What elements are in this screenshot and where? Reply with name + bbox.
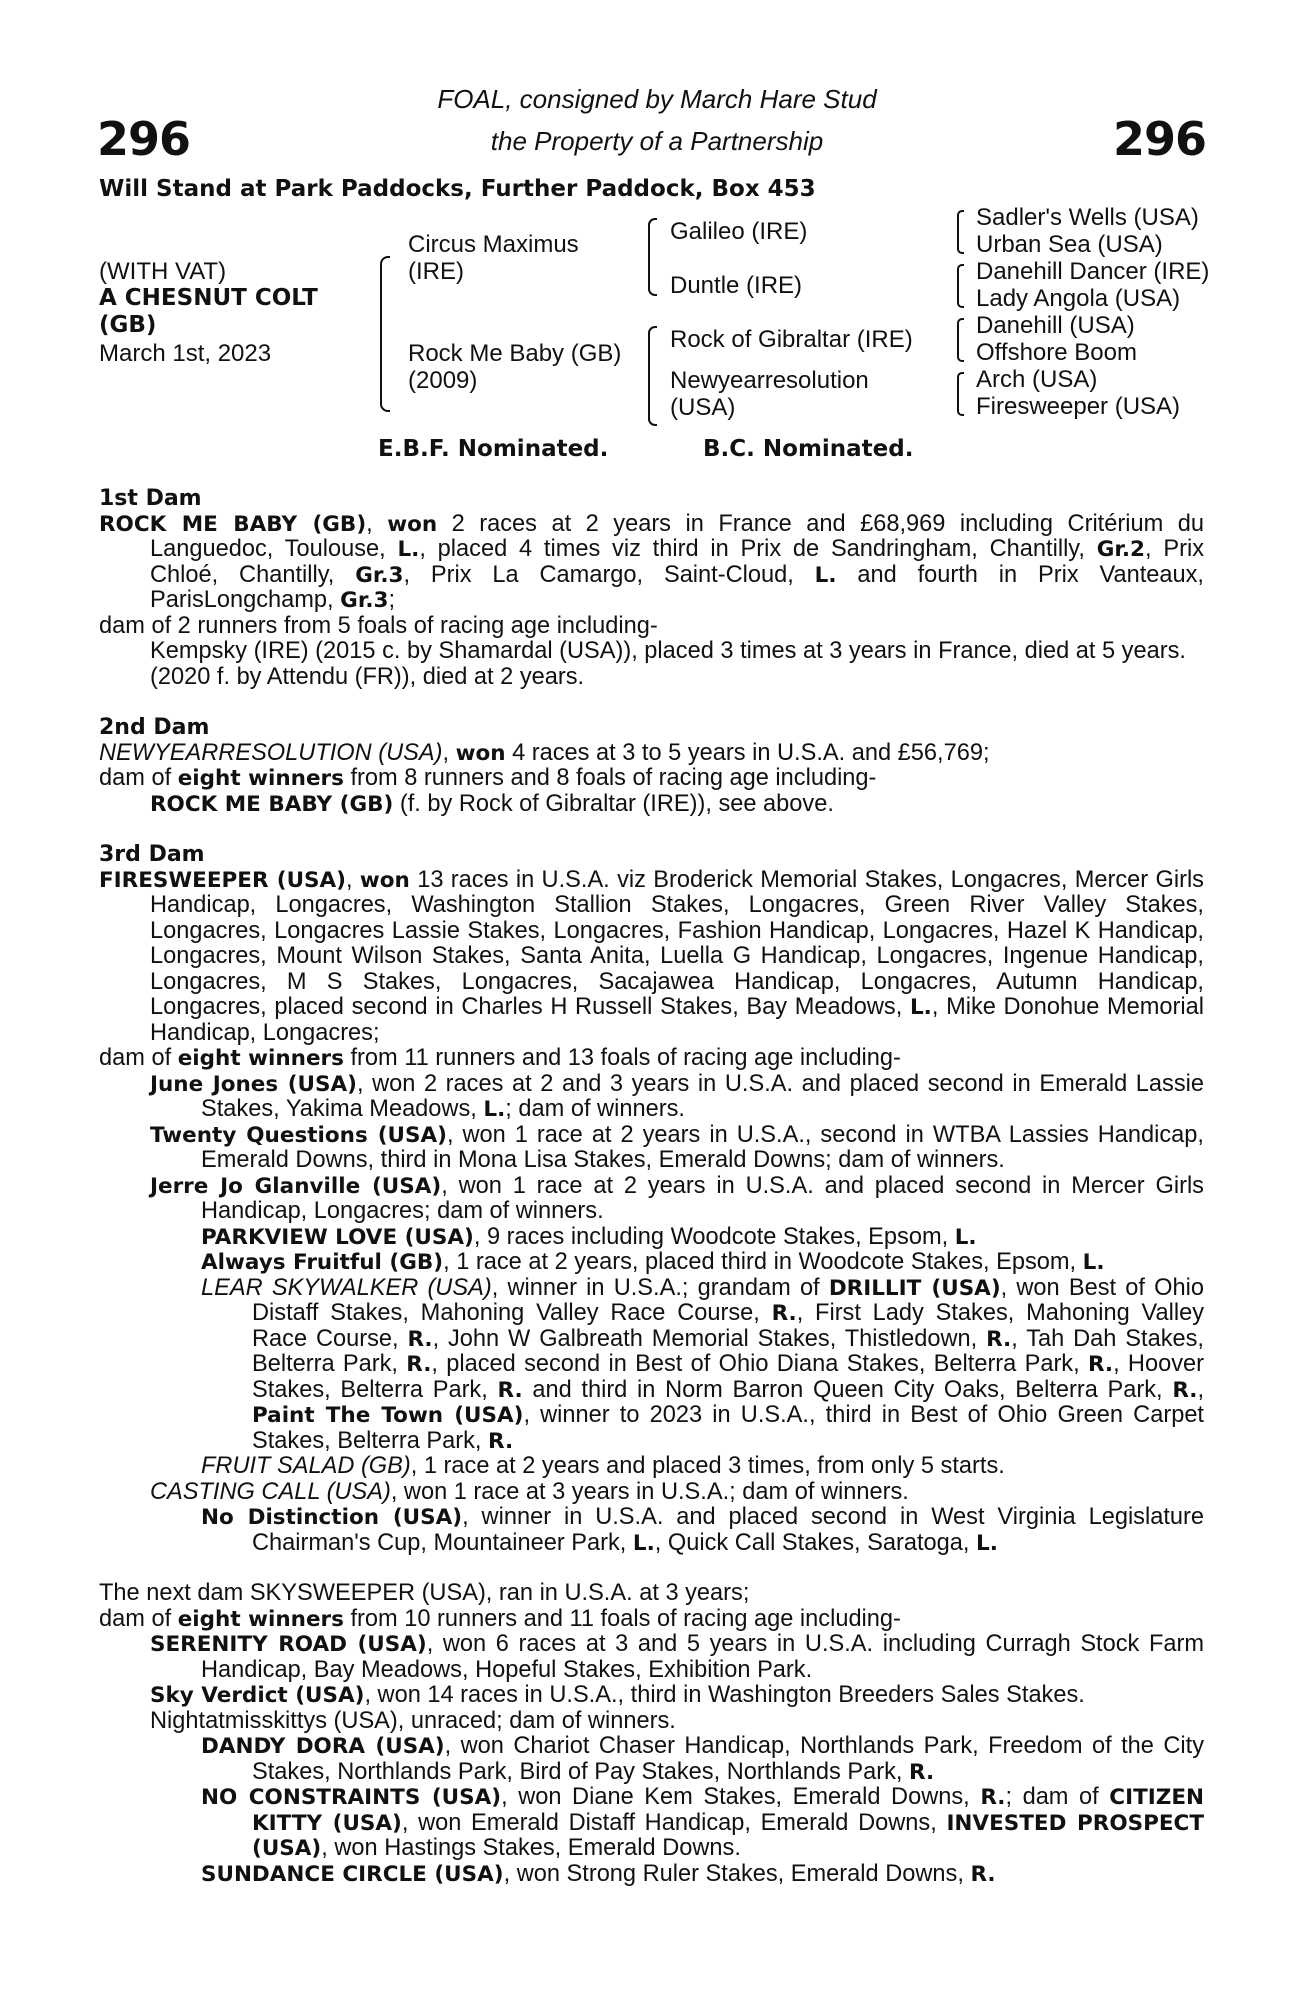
consignor-line: FOAL, consigned by March Hare Stud <box>437 84 877 114</box>
text-run: (f. by Rock of Gibraltar (IRE)), see above. <box>393 790 834 817</box>
text-run: dam of <box>99 765 178 791</box>
g3-ancestor: Arch (USA) <box>976 366 1098 393</box>
produce-entry <box>99 1785 1204 1862</box>
text-run: dam of <box>99 1605 178 1632</box>
section-heading-3rd-dam: 3rd Dam <box>99 842 205 867</box>
italic-run: FRUIT SALAD (GB) <box>201 1453 411 1479</box>
section-heading-1st-dam: 1st Dam <box>99 486 202 511</box>
bold-run: R. <box>488 1428 514 1454</box>
bold-run: R. <box>497 1377 523 1403</box>
bold-run: Jerre Jo Glanville (USA) <box>150 1173 442 1199</box>
dam-name: Rock Me Baby (GB) <box>408 340 622 367</box>
text-run: from 11 runners and 13 foals of racing age including- <box>343 1045 901 1071</box>
pedigree-brace-dam <box>648 326 657 426</box>
text-run: 13 races in U.S.A. viz Broderick Memorial Stakes, Longacres, Mercer Girls Handicap, Longacres, Washington Stallion Stakes, Longacres, Green River Valley Stakes, Longacres, Longacres Lassie Stakes, Longacres, Fashion Handicap, Longacres, Hazel K Handicap, Longacres, Mount Wilson Stakes, Santa Anita, Luella G Handicap, Longacres, Ingenue Handicap, Longacres, M S Stakes, Longacres, Sacajawea Handicap, Longacres, Autumn Handicap, Longacres, placed second in Charles H Russell Stakes, Bay Meadows, <box>150 866 1204 1020</box>
bold-run: Paint The Town (USA) <box>252 1403 524 1428</box>
text-run: 2 races at 2 years in France and £68,969 including Critérium du Languedoc, Toulouse, <box>150 510 1204 562</box>
text-run: from 10 runners and 11 foals of racing age including- <box>343 1605 901 1632</box>
bold-run: ROCK ME BABY (GB) <box>150 791 394 817</box>
bold-run: R. <box>970 1861 996 1887</box>
text-run: , winner to 2023 in U.S.A., third in Best of Ohio Green Carpet Stakes, Belterra Park, <box>252 1402 1204 1454</box>
third-dam-record <box>99 868 1204 1047</box>
bold-run: eight winners <box>177 766 344 791</box>
bold-run: CITIZEN KITTY (USA) <box>252 1785 1205 1836</box>
text-run: , placed 4 times viz third in Prix de Sandringham, Chantilly, <box>419 536 1097 562</box>
text-run: , <box>442 739 456 766</box>
sire-country: (IRE) <box>408 258 464 285</box>
second-dam-produce-summary <box>99 766 1204 792</box>
text-run: from 8 runners and 8 foals of racing age including- <box>343 765 877 791</box>
text-run: , won Strong Ruler Stakes, Emerald Downs, <box>503 1860 971 1887</box>
text-run: and third in Norm Barron Queen City Oaks, Belterra Park, <box>522 1376 1173 1403</box>
text-run: and fourth in Prix Vanteaux, ParisLongchamp, <box>150 561 1204 613</box>
text-run: , Hoover Stakes, Belterra Park, <box>252 1351 1204 1403</box>
bold-run: PARKVIEW LOVE (USA) <box>201 1224 474 1250</box>
bold-run: SUNDANCE CIRCLE (USA) <box>201 1861 504 1887</box>
text-run: , First Lady Stakes, Mahoning Valley Race Course, <box>252 1300 1204 1352</box>
text-run: , 1 race at 2 years and placed 3 times, from only 5 starts. <box>410 1453 1005 1479</box>
produce-entry <box>99 1225 1204 1251</box>
text-run: , winner in U.S.A. and placed second in West Virginia Legislature Chairman's Cup, Mountaineer Park, <box>252 1504 1204 1556</box>
foaling-date: March 1st, 2023 <box>99 340 272 367</box>
bold-run: June Jones (USA) <box>150 1071 357 1097</box>
text-run: , Mike Donohue Memorial Handicap, Longacres; <box>150 994 1204 1046</box>
text-run: , <box>346 866 360 893</box>
bold-run: eight winners <box>177 1606 344 1632</box>
produce-entry <box>99 1174 1204 1225</box>
text-run: , won Hastings Stakes, Emerald Downs. <box>321 1835 741 1861</box>
produce-entry <box>99 792 1204 818</box>
text-run: , won Diane Kem Stakes, Emerald Downs, <box>501 1784 981 1810</box>
bold-run: eight winners <box>177 1046 344 1071</box>
produce-entry <box>99 665 1204 691</box>
text-run: 4 races at 3 to 5 years in U.S.A. and £56,769; <box>505 739 990 766</box>
bc-nomination: B.C. Nominated. <box>703 436 914 462</box>
first-dam-produce-summary <box>99 614 1204 640</box>
text-run: , won 14 races in U.S.A., third in Washington Breeders Sales Stakes. <box>364 1682 1085 1708</box>
produce-entry <box>99 1250 1204 1276</box>
italic-run: LEAR SKYWALKER (USA) <box>201 1274 492 1301</box>
pedigree-brace-g3-2 <box>957 264 964 308</box>
dam-year: (2009) <box>408 367 478 394</box>
catalogue-body <box>99 486 1204 1887</box>
sire-dam: Duntle (IRE) <box>670 272 803 299</box>
next-dam-record <box>99 1581 1204 1607</box>
produce-entry <box>99 1505 1204 1556</box>
produce-entry <box>99 1734 1204 1785</box>
second-dam-record <box>99 741 1204 767</box>
produce-entry <box>99 1683 1204 1709</box>
text-run: , John W Galbreath Memorial Stakes, Thistledown, <box>432 1325 987 1352</box>
horse-name: A CHESNUT COLT <box>99 285 318 311</box>
bold-run: L. <box>1082 1250 1105 1275</box>
bold-run: Twenty Questions (USA) <box>150 1122 447 1148</box>
g3-ancestor: Danehill Dancer (IRE) <box>976 258 1210 285</box>
text-run: , <box>366 510 388 537</box>
produce-entry <box>99 1276 1204 1455</box>
text-run: dam of <box>99 1045 178 1071</box>
dam-dam-country: (USA) <box>670 394 736 421</box>
bold-run: R. <box>909 1759 935 1785</box>
produce-entry <box>99 1454 1204 1480</box>
bold-run: DANDY DORA (USA) <box>201 1734 445 1759</box>
bold-run: R. <box>1087 1352 1114 1377</box>
bold-run: ROCK ME BABY (GB) <box>99 511 367 537</box>
text-run: , won 1 race at 2 years in U.S.A., second in WTBA Lassies Handicap, Emerald Downs, third in Mona Lisa Stakes, Emerald Downs; dam of winners. <box>201 1121 1204 1173</box>
text-run: , won 6 races at 3 and 5 years in U.S.A. including Curragh Stock Farm Handicap, Bay Meadows, Hopeful Stakes, Exhibition Park. <box>201 1631 1204 1683</box>
bold-run: L. <box>632 1530 655 1556</box>
text-run: , won 2 races at 2 and 3 years in U.S.A. and placed second in Emerald Lassie Stakes, Yakima Meadows, <box>201 1070 1204 1122</box>
bold-run: No Distinction (USA) <box>201 1505 463 1530</box>
pedigree-brace-sire <box>648 218 657 296</box>
vat-note: (WITH VAT) <box>99 258 227 285</box>
text-run: Kempsky (IRE) (2015 c. by Shamardal (USA)), placed 3 times at 3 years in France, died at 5 years. <box>150 638 1186 664</box>
produce-entry <box>99 1480 1204 1506</box>
g3-ancestor: Lady Angola (USA) <box>976 285 1181 312</box>
dam-dam: Newyearresolution <box>670 367 869 394</box>
stand-location: Will Stand at Park Paddocks, Further Paddock, Box 453 <box>99 176 816 202</box>
bold-run: won <box>387 511 438 537</box>
pedigree-brace-g3-1 <box>957 210 964 254</box>
bold-run: SERENITY ROAD (USA) <box>150 1632 427 1657</box>
text-run: Nightatmisskittys (USA), unraced; dam of winners. <box>150 1707 676 1734</box>
third-dam-produce-summary <box>99 1046 1204 1072</box>
text-run: ; <box>388 587 396 613</box>
text-run: dam of 2 runners from 5 foals of racing age including- <box>99 612 658 639</box>
g3-ancestor: Danehill (USA) <box>976 312 1135 339</box>
section-heading-2nd-dam: 2nd Dam <box>99 715 210 740</box>
bold-run: FIRESWEEPER (USA) <box>99 867 347 893</box>
bold-run: Always Fruitful (GB) <box>201 1250 444 1275</box>
ebf-nomination: E.B.F. Nominated. <box>378 436 609 462</box>
italic-run: CASTING CALL (USA) <box>150 1478 391 1505</box>
text-run: , 1 race at 2 years, placed third in Woodcote Stakes, Epsom, <box>443 1249 1083 1275</box>
sire-sire: Galileo (IRE) <box>670 218 808 245</box>
bold-run: Gr.2 <box>1096 537 1146 562</box>
text-run: , Quick Call Stakes, Saratoga, <box>654 1529 977 1556</box>
lot-number-left: 296 <box>97 112 191 166</box>
bold-run: INVESTED PROSPECT (USA) <box>252 1810 1204 1861</box>
g3-ancestor: Sadler's Wells (USA) <box>976 204 1199 231</box>
text-run: The next dam SKYSWEEPER (USA), ran in U.S.A. at 3 years; <box>99 1580 750 1606</box>
produce-entry <box>99 1632 1204 1683</box>
text-run: , Tah Dah Stakes, Belterra Park, <box>252 1325 1204 1377</box>
bold-run: NO CONSTRAINTS (USA) <box>201 1785 502 1810</box>
first-dam-record <box>99 512 1204 614</box>
dam-sire: Rock of Gibraltar (IRE) <box>670 326 913 353</box>
pedigree-brace-g3-3 <box>957 318 964 362</box>
bold-run: Gr.3 <box>340 588 389 613</box>
bold-run: L. <box>814 562 837 588</box>
bold-run: R. <box>980 1785 1006 1810</box>
bold-run: L. <box>954 1224 977 1250</box>
bold-run: Gr.3 <box>355 562 404 588</box>
produce-entry <box>99 1123 1204 1174</box>
bold-run: R. <box>407 1326 433 1352</box>
text-run: , won 1 race at 3 years in U.S.A.; dam of winners. <box>390 1478 909 1505</box>
text-run: (2020 f. by Attendu (FR)), died at 2 years. <box>150 663 585 690</box>
next-dam-produce-summary <box>99 1607 1204 1633</box>
bold-run: DRILLIT (USA) <box>828 1275 1001 1301</box>
pedigree-brace-gen1 <box>380 256 390 412</box>
bold-run: won <box>455 740 506 766</box>
bold-run: R. <box>771 1301 797 1326</box>
pedigree-brace-g3-4 <box>957 372 964 416</box>
text-run: , won 1 race at 2 years in U.S.A. and placed second in Mercer Girls Handicap, Longacres; dam of winners. <box>201 1172 1204 1224</box>
g3-ancestor: Firesweeper (USA) <box>976 393 1181 420</box>
text-run: , <box>1197 1376 1204 1403</box>
text-run: , placed second in Best of Ohio Diana Stakes, Belterra Park, <box>431 1351 1088 1377</box>
bold-run: L. <box>397 537 420 562</box>
lot-number-right: 296 <box>1112 112 1206 166</box>
bold-run: L. <box>483 1097 506 1122</box>
g3-ancestor: Urban Sea (USA) <box>976 231 1163 258</box>
produce-entry <box>99 1709 1204 1735</box>
bold-run: L. <box>909 995 932 1020</box>
bold-run: R. <box>1172 1377 1198 1403</box>
text-run: , Prix La Camargo, Saint-Cloud, <box>403 561 815 588</box>
text-run: , won Best of Ohio Distaff Stakes, Mahoning Valley Race Course, <box>252 1274 1204 1326</box>
text-run: , won Emerald Distaff Handicap, Emerald Downs, <box>401 1809 947 1836</box>
text-run: , won Chariot Chaser Handicap, Northlands Park, Freedom of the City Stakes, Northlands Park, Bird of Pay Stakes, Northlands Park, <box>252 1733 1204 1785</box>
bold-run: R. <box>986 1326 1012 1352</box>
text-run: ; dam of <box>1005 1784 1110 1810</box>
bold-run: Sky Verdict (USA) <box>150 1683 365 1708</box>
text-run: , winner in U.S.A.; grandam of <box>491 1274 829 1301</box>
bold-run: L. <box>976 1530 998 1556</box>
text-run: , 9 races including Woodcote Stakes, Epsom, <box>473 1223 955 1250</box>
produce-entry <box>99 1072 1204 1123</box>
property-line: the Property of a Partnership <box>490 126 824 156</box>
g3-ancestor: Offshore Boom <box>976 339 1137 366</box>
bold-run: won <box>359 867 410 893</box>
text-run: , Prix Chloé, Chantilly, <box>150 536 1204 588</box>
sire-name: Circus Maximus <box>408 231 579 258</box>
horse-name-country: (GB) <box>99 312 157 338</box>
produce-entry <box>99 639 1204 665</box>
produce-entry <box>99 1862 1204 1888</box>
text-run: ; dam of winners. <box>505 1096 685 1122</box>
italic-run: NEWYEARRESOLUTION (USA) <box>99 739 443 766</box>
bold-run: R. <box>406 1352 432 1377</box>
